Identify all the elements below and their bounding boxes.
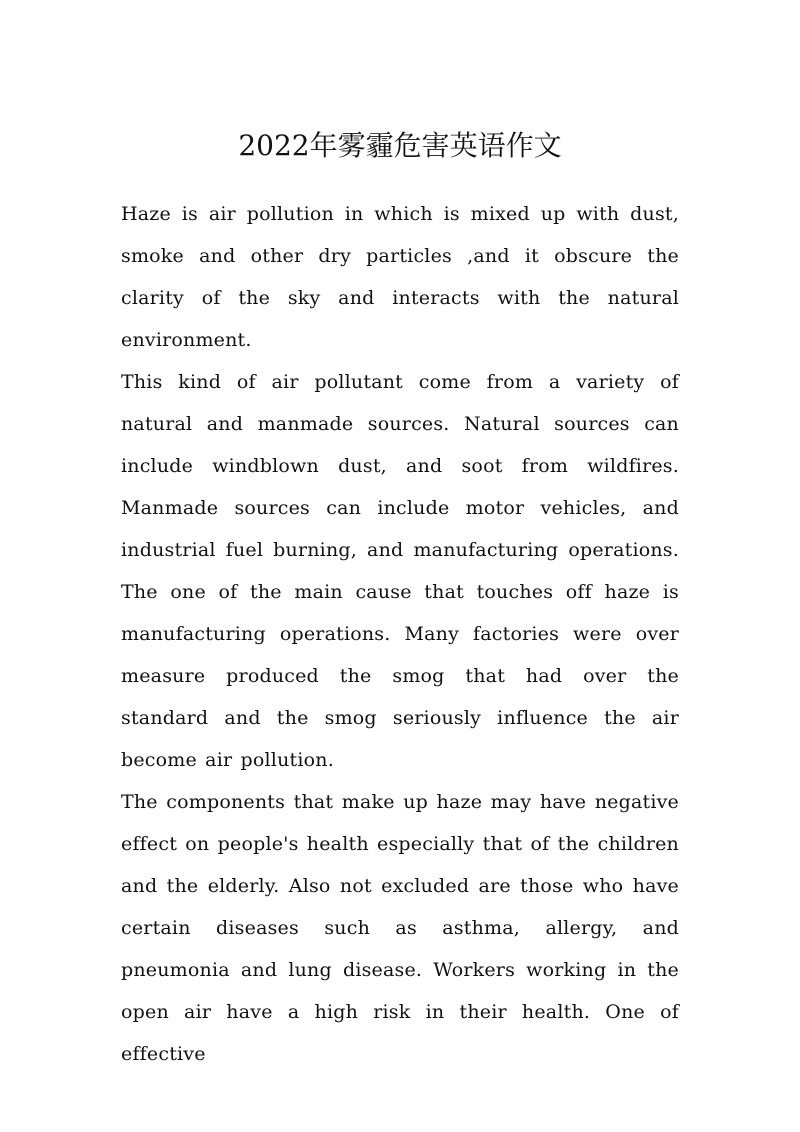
paragraph-1: Haze is air pollution in which is mixed up with dust, smoke and other dry particles ,and it obscure the clarity of the sky and interacts with the natural environment. xyxy=(121,203,679,351)
paragraph-3: The components that make up haze may have negative effect on people's health especially that of the children and the elderly. Also not excluded are those who have certain diseases such as asthma, allergy, and pneumonia and lung disease. Workers working in the open air have a high risk in their health. One of effective xyxy=(121,791,679,1065)
document-body xyxy=(121,193,679,1075)
paragraph-2: This kind of air pollutant come from a variety of natural and manmade sources. Natural sources can include windblown dust, and soot from wildfires. Manmade sources can include motor vehicles, and industrial fuel burning, and manufacturing operations. The one of the main cause that touches off haze is manufacturing operations. Many factories were over measure produced the smog that had over the standard and the smog seriously influence the air become air pollution. xyxy=(121,371,679,771)
document-title: 2022年雾霾危害英语作文 xyxy=(238,129,562,162)
